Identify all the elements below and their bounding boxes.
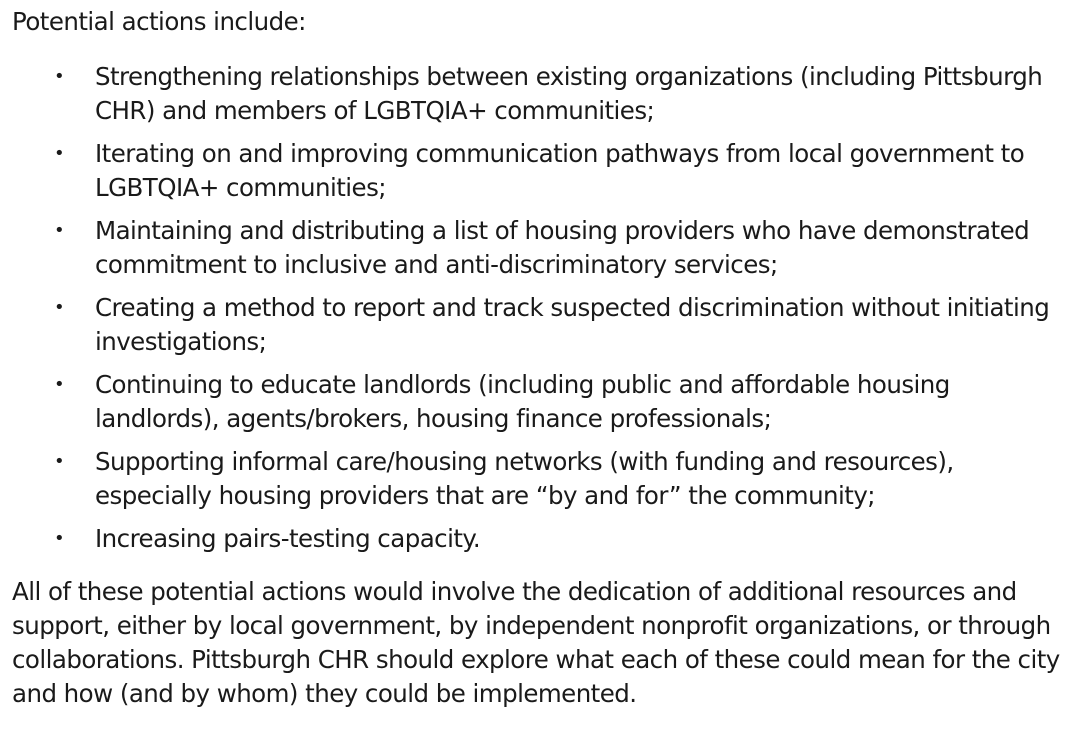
list-item-text: Continuing to educate landlords (including public and affordable housing landlords), agents/brokers, housing finance professionals;	[95, 370, 950, 433]
bullet-icon: •	[54, 143, 65, 164]
list-item	[12, 368, 1072, 436]
list-item	[12, 60, 1072, 128]
list-item	[12, 291, 1072, 359]
list-item	[12, 522, 1072, 556]
bullet-icon: •	[54, 66, 65, 87]
closing-paragraph: All of these potential actions would involve the dedication of additional resources and support, either by local government, by independent nonprofit organizations, or through collaborations. Pittsburgh CHR should explore what each of these could mean for the city and how (and by whom) they could be implemented.	[12, 577, 1060, 708]
document-body	[12, 0, 1072, 711]
list-item-text: Creating a method to report and track suspected discrimination without initiating investigations;	[95, 293, 1050, 356]
bullet-icon: •	[54, 297, 65, 318]
list-item-text: Iterating on and improving communication pathways from local government to LGBTQIA+ communities;	[95, 139, 1025, 202]
bullet-icon: •	[54, 528, 65, 549]
list-item-text: Strengthening relationships between existing organizations (including Pittsburgh CHR) and members of LGBTQIA+ communities;	[95, 62, 1043, 125]
actions-list	[12, 60, 1072, 556]
list-item-text: Increasing pairs-testing capacity.	[95, 524, 481, 553]
list-item	[12, 137, 1072, 205]
bullet-icon: •	[54, 220, 65, 241]
intro-paragraph: Potential actions include:	[12, 7, 306, 36]
list-item-text: Supporting informal care/housing networks (with funding and resources), especially housing providers that are “by and for” the community;	[95, 447, 954, 510]
list-item-text: Maintaining and distributing a list of housing providers who have demonstrated commitment to inclusive and anti-discriminatory services;	[95, 216, 1030, 279]
bullet-icon: •	[54, 374, 65, 395]
list-item	[12, 214, 1072, 282]
list-item	[12, 445, 1072, 513]
bullet-icon: •	[54, 451, 65, 472]
